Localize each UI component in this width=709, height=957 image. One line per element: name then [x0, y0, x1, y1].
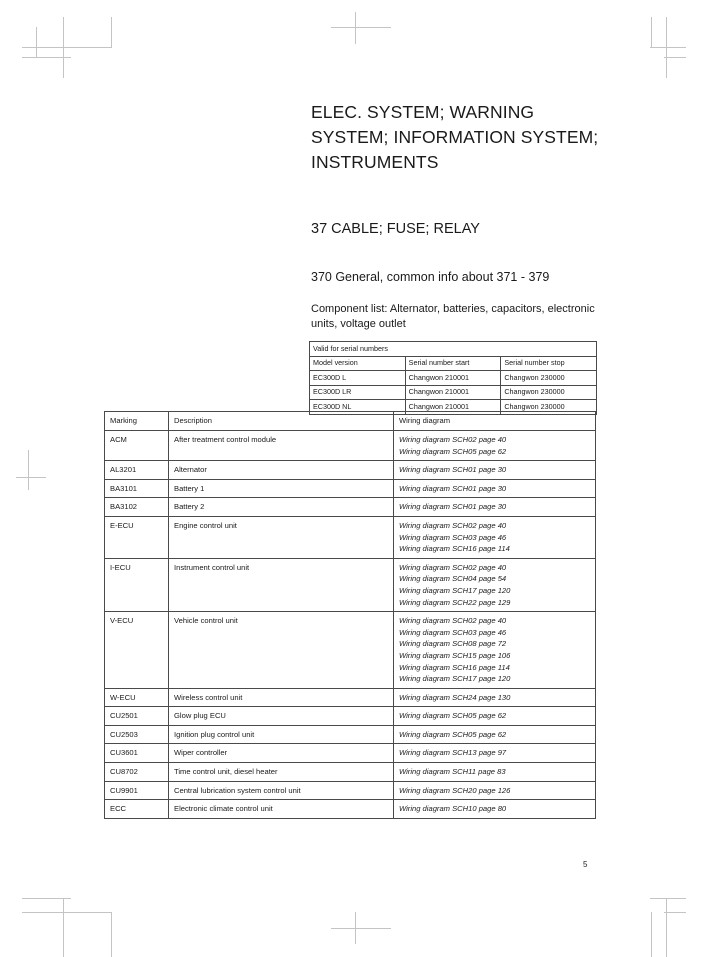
component-description-cell: Ignition plug control unit — [169, 725, 394, 744]
wiring-diagram-reference: Wiring diagram SCH20 page 126 — [399, 785, 511, 795]
serial-header-cell-1: Serial number start — [405, 356, 501, 371]
wiring-diagram-reference: Wiring diagram SCH01 page 30 — [399, 502, 507, 512]
serial-cell-0: EC300D NL — [310, 400, 406, 415]
component-marking-cell: CU9901 — [105, 781, 169, 800]
serial-cell-1: Changwon 210001 — [405, 385, 501, 400]
component-marking-cell: ECC — [105, 800, 169, 819]
component-list-table — [104, 411, 596, 819]
component-header-cell-2: Wiring diagram — [394, 412, 596, 431]
table-row — [105, 688, 596, 707]
serial-cell-0: EC300D LR — [310, 385, 406, 400]
wiring-diagram-reference: Wiring diagram SCH22 page 129 — [399, 597, 511, 607]
component-description-cell: Alternator — [169, 461, 394, 480]
component-table-header-row — [105, 412, 596, 431]
table-row — [105, 707, 596, 726]
table-row — [105, 763, 596, 782]
wiring-diagram-reference: Wiring diagram SCH03 page 46 — [399, 532, 507, 542]
serial-header-cell-2: Serial number stop — [501, 356, 597, 371]
serial-table-header-row — [310, 356, 597, 371]
component-marking-cell: I-ECU — [105, 558, 169, 611]
component-description-cell: After treatment control module — [169, 431, 394, 461]
serial-cell-0: EC300D L — [310, 371, 406, 386]
wiring-diagram-reference: Wiring diagram SCH04 page 54 — [399, 574, 507, 584]
wiring-diagram-reference: Wiring diagram SCH02 page 40 — [399, 520, 507, 530]
wiring-diagram-reference: Wiring diagram SCH11 page 83 — [399, 767, 506, 777]
table-row — [105, 744, 596, 763]
component-description-cell: Battery 1 — [169, 479, 394, 498]
table-row — [105, 781, 596, 800]
serial-header-cell-0: Model version — [310, 356, 406, 371]
component-description-cell: Engine control unit — [169, 516, 394, 558]
page-title: ELEC. SYSTEM; WARNING SYSTEM; INFORMATION SYSTEM; INSTRUMENTS — [311, 102, 599, 172]
component-marking-cell: BA3101 — [105, 479, 169, 498]
wiring-diagram-reference: Wiring diagram SCH03 page 46 — [399, 627, 507, 637]
component-wiring-cell — [394, 558, 596, 611]
wiring-diagram-reference: Wiring diagram SCH17 page 120 — [399, 674, 511, 684]
component-wiring-cell — [394, 800, 596, 819]
serial-cell-2: Changwon 230000 — [501, 400, 597, 415]
component-wiring-cell — [394, 707, 596, 726]
wiring-diagram-reference: Wiring diagram SCH01 page 30 — [399, 483, 507, 493]
page-heading-block — [311, 100, 601, 332]
wiring-diagram-reference: Wiring diagram SCH17 page 120 — [399, 585, 511, 595]
component-marking-cell: CU2501 — [105, 707, 169, 726]
component-wiring-cell — [394, 516, 596, 558]
component-wiring-cell — [394, 688, 596, 707]
serial-number-table — [309, 341, 597, 415]
table-row — [105, 558, 596, 611]
component-marking-cell: BA3102 — [105, 498, 169, 517]
component-description-cell: Instrument control unit — [169, 558, 394, 611]
table-row — [105, 461, 596, 480]
table-row — [105, 612, 596, 689]
component-marking-cell: E-ECU — [105, 516, 169, 558]
page-number: 5 — [583, 860, 588, 869]
component-wiring-cell — [394, 431, 596, 461]
component-description-cell: Wiper controller — [169, 744, 394, 763]
component-marking-cell: ACM — [105, 431, 169, 461]
table-row — [105, 725, 596, 744]
component-header-cell-0: Marking — [105, 412, 169, 431]
serial-cell-2: Changwon 230000 — [501, 385, 597, 400]
wiring-diagram-reference: Wiring diagram SCH08 page 72 — [399, 639, 507, 649]
wiring-diagram-reference: Wiring diagram SCH24 page 130 — [399, 692, 511, 702]
component-marking-cell: W-ECU — [105, 688, 169, 707]
component-list-intro: Component list: Alternator, batteries, capacitors, electronic units, voltage outlet — [311, 303, 595, 330]
wiring-diagram-reference: Wiring diagram SCH02 page 40 — [399, 562, 507, 572]
wiring-diagram-reference: Wiring diagram SCH05 page 62 — [399, 446, 507, 456]
component-header-cell-1: Description — [169, 412, 394, 431]
component-marking-cell: AL3201 — [105, 461, 169, 480]
serial-table-caption: Valid for serial numbers — [310, 342, 597, 357]
component-description-cell: Wireless control unit — [169, 688, 394, 707]
component-marking-cell: CU8702 — [105, 763, 169, 782]
component-description-cell: Time control unit, diesel heater — [169, 763, 394, 782]
section-title: 37 CABLE; FUSE; RELAY — [311, 221, 480, 237]
component-description-cell: Electronic climate control unit — [169, 800, 394, 819]
serial-cell-1: Changwon 210001 — [405, 400, 501, 415]
table-row — [105, 498, 596, 517]
component-wiring-cell — [394, 763, 596, 782]
table-row — [105, 431, 596, 461]
serial-table-row — [310, 371, 597, 386]
component-description-cell: Central lubrication system control unit — [169, 781, 394, 800]
component-marking-cell: V-ECU — [105, 612, 169, 689]
component-wiring-cell — [394, 479, 596, 498]
component-description-cell: Glow plug ECU — [169, 707, 394, 726]
component-description-cell: Vehicle control unit — [169, 612, 394, 689]
component-wiring-cell — [394, 781, 596, 800]
wiring-diagram-reference: Wiring diagram SCH13 page 97 — [399, 748, 507, 758]
subsection-title: 370 General, common info about 371 - 379 — [311, 270, 550, 284]
table-row — [105, 516, 596, 558]
serial-cell-2: Changwon 230000 — [501, 371, 597, 386]
wiring-diagram-reference: Wiring diagram SCH05 page 62 — [399, 711, 507, 721]
wiring-diagram-reference: Wiring diagram SCH10 page 80 — [399, 804, 507, 814]
component-wiring-cell — [394, 498, 596, 517]
component-marking-cell: CU2503 — [105, 725, 169, 744]
table-row — [105, 479, 596, 498]
wiring-diagram-reference: Wiring diagram SCH16 page 114 — [399, 544, 510, 554]
table-row — [105, 800, 596, 819]
wiring-diagram-reference: Wiring diagram SCH02 page 40 — [399, 616, 507, 626]
serial-cell-1: Changwon 210001 — [405, 371, 501, 386]
component-wiring-cell — [394, 725, 596, 744]
component-marking-cell: CU3601 — [105, 744, 169, 763]
wiring-diagram-reference: Wiring diagram SCH15 page 106 — [399, 650, 511, 660]
wiring-diagram-reference: Wiring diagram SCH02 page 40 — [399, 435, 507, 444]
component-description-cell: Battery 2 — [169, 498, 394, 517]
component-wiring-cell — [394, 744, 596, 763]
wiring-diagram-reference: Wiring diagram SCH05 page 62 — [399, 729, 507, 739]
serial-table-row — [310, 385, 597, 400]
wiring-diagram-reference: Wiring diagram SCH01 page 30 — [399, 465, 507, 475]
component-wiring-cell — [394, 612, 596, 689]
component-wiring-cell — [394, 461, 596, 480]
serial-table-caption-row — [310, 342, 597, 357]
wiring-diagram-reference: Wiring diagram SCH16 page 114 — [399, 662, 510, 672]
